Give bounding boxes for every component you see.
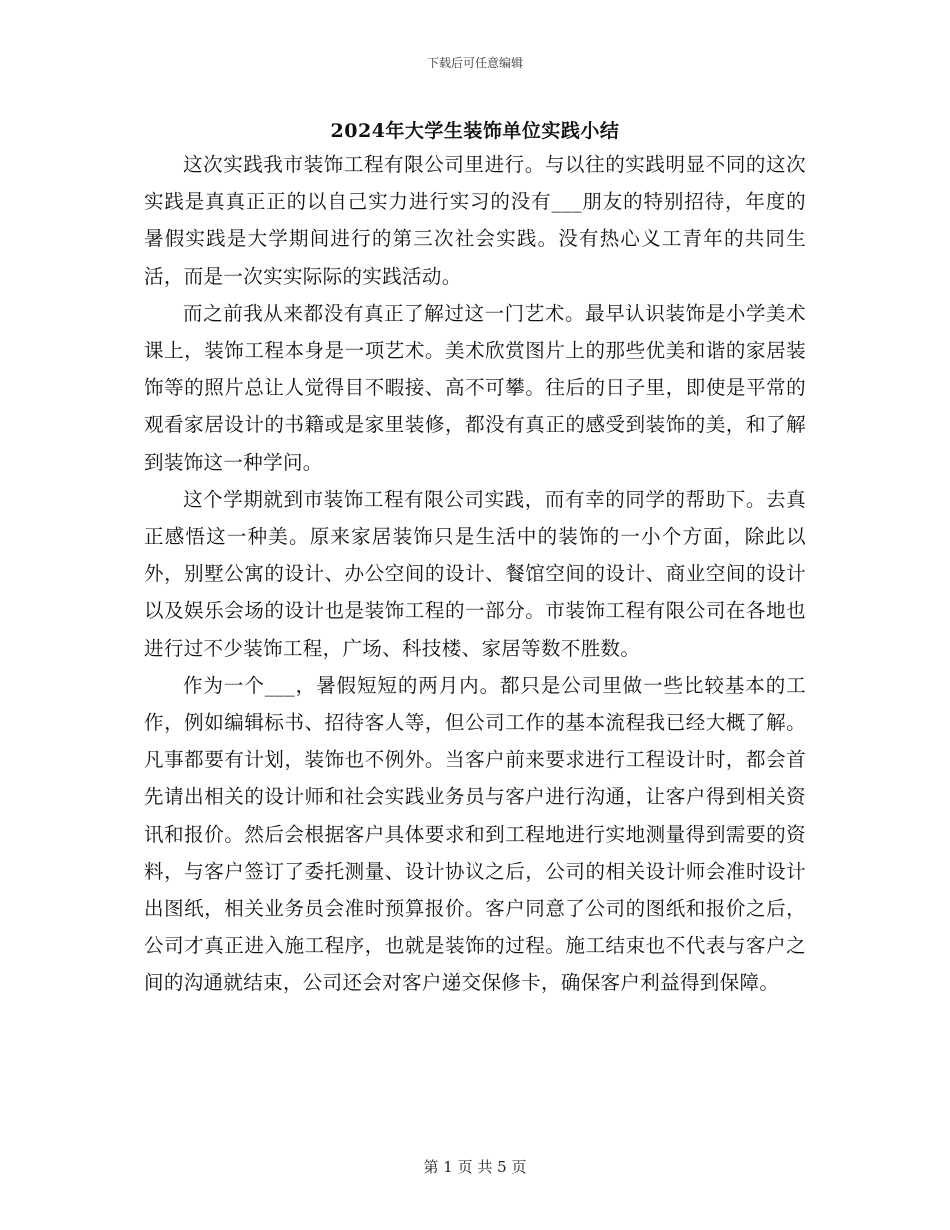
paragraph: 这个学期就到市装饰工程有限公司实践，而有幸的同学的帮助下。去真正感悟这一种美。原来家居装饰只是生活中的装饰的一小个方面，除此以外，别墅公寓的设计、办公空间的设计、餐馆空间的设计、商业空间的设计以及娱乐会场的设计也是装饰工程的一部分。市装饰工程有限公司在各地也进行过不少装饰工程，广场、科技楼、家居等数不胜数。 (144, 487, 806, 660)
paragraph: 作为一个___，暑假短短的两月内。都只是公司里做一些比较基本的工作，例如编辑标书、招待客人等，但公司工作的基本流程我已经大概了解。凡事都要有计划，装饰也不例外。当客户前来要求进行工程设计时，都会首先请出相关的设计师和社会实践业务员与客户进行沟通，让客户得到相关资讯和报价。然后会根据客户具体要求和到工程地进行实地测量得到需要的资料，与客户签订了委托测量、设计协议之后，公司的相关设计师会准时设计出图纸，相关业务员会准时预算报价。客户同意了公司的图纸和报价之后，公司才真正进入施工程序，也就是装饰的过程。施工结束也不代表与客户之间的沟通就结束，公司还会对客户递交保修卡，确保客户利益得到保障。 (144, 673, 806, 995)
paragraph: 这次实践我市装饰工程有限公司里进行。与以往的实践明显不同的这次实践是真真正正的以自己实力进行实习的没有___朋友的特别招待，年度的暑假实践是大学期间进行的第三次社会实践。没有热心义工青年的共同生活，而是一次实实际际的实践活动。 (144, 153, 806, 288)
page-indicator: 第 1 页 共 5 页 (423, 1158, 527, 1176)
header-note: 下载后可任意编辑 (426, 56, 523, 70)
paragraph: 而之前我从来都没有真正了解过这一门艺术。最早认识装饰是小学美术课上，装饰工程本身是一项艺术。美术欣赏图片上的那些优美和谐的家居装饰等的照片总让人觉得目不暇接、高不可攀。往后的日子里，即使是平常的观看家居设计的书籍或是家里装修，都没有真正的感受到装饰的美，和了解到装饰这一种学问。 (144, 301, 806, 474)
document-title: 2024年大学生装饰单位实践小结 (330, 120, 620, 142)
document-body (144, 146, 806, 1002)
